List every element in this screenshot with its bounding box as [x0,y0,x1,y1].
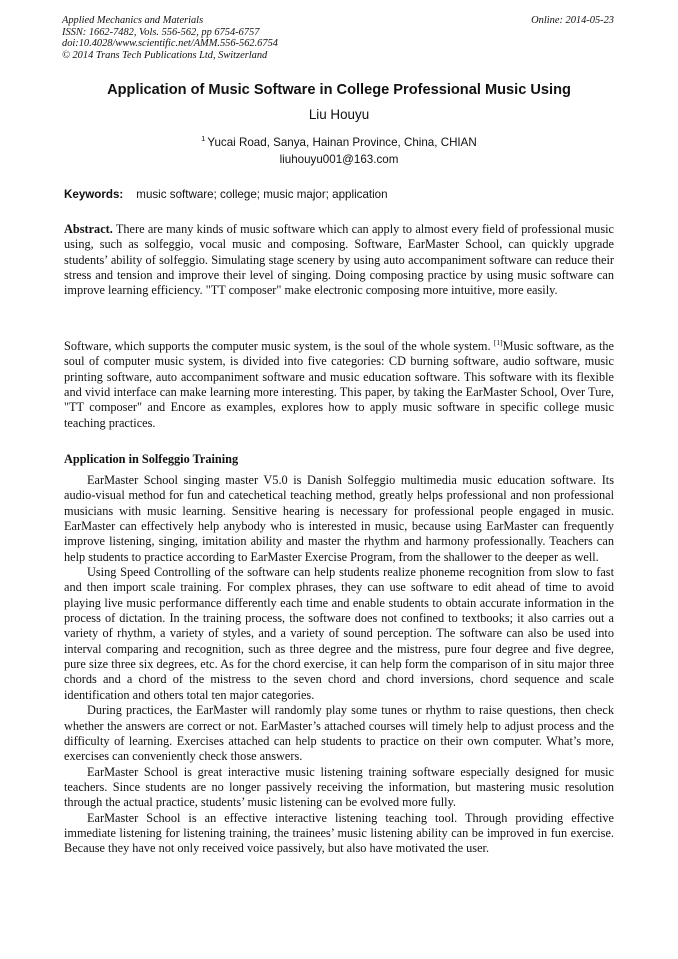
online-date: Online: 2014-05-23 [531,15,614,26]
author-email: liuhouyu001@163.com [279,153,399,166]
paper-title: Application of Music Software in College Professional Music Using [107,82,571,98]
doi-line: doi:10.4028/www.scientific.net/AMM.556-562.6754 [62,38,278,50]
copyright-line: © 2014 Trans Tech Publications Ltd, Switzerland [62,49,268,61]
abstract-label: Abstract. [64,222,113,236]
introduction [64,335,614,431]
journal-name: Applied Mechanics and Materials [62,15,204,26]
affiliation-mark: 1 [201,134,206,143]
journal-header [62,15,278,61]
keywords-label: Keywords: [64,188,124,201]
paragraph: During practices, the EarMaster will randomly play some tunes or rhythm to raise questions, then check whether the answers are correct or not. EarMaster’s attached courses will timely help to adjust process and the difficulty of learning. Exercises attached can help students to practice on their own computer. What’s more, exercises can conveniently check those answers. [64,703,614,764]
intro-text-before: Software, which supports the computer music system, is the soul of the whole system. [64,339,491,353]
affiliation-text: Yucai Road, Sanya, Hainan Province, China, CHIAN [207,136,477,149]
paragraph: EarMaster School singing master V5.0 is Danish Solfeggio multimedia music education software. Its audio-visual method for fun and catechetical teaching method, greatly helps professional and non professional musicians with music learning. Sensitive hearing is necessary for professional people engaged in music. EarMaster can effectively help anybody who is interested in music, because using EarMaster can frequently improve listening, singing, imitation ability and master the rhythm and harmony professionally. Teachers can help students to practice according to EarMaster Exercise Program, from the shallower to the deeper as well. [64,473,614,564]
keywords [64,187,388,202]
paragraph: EarMaster School is great interactive music listening training software especially designed for music teachers. Since students are no longer passively receiving the information, but mastering music resolution through the actual practice, students’ music listening can be evolved more fully. [64,764,614,810]
abstract [64,222,614,299]
abstract-text: There are many kinds of music software which can apply to almost every field of professional music using, such as solfeggio, vocal music and composing. Software, EarMaster School, can quickly upgrade students’ ability of solfeggio. Simulating stage scenery by using auto accompaniment software can reduce their stress and tension and improve their level of singing. Doing composing practice by using music software can improve learning efficiency. "TT composer" make electronic composing more intuitive, more easily. [64,222,614,298]
affiliation [40,131,638,150]
author-name: Liu Houyu [308,107,370,122]
citation: [1] [493,338,503,347]
section-body [64,473,614,857]
section-heading: Application in Solfeggio Training [64,452,239,466]
intro-text-after: Music software, as the soul of computer music system, is divided into five categories: CD burning software, audio software, music printing software, auto accompaniment software and music education software. This software with its flexible and vivid interface can make learning more interesting. This paper, by taking the EarMaster School, Over Ture, "TT composer" and Encore as examples, explores how to apply music software in specific college music teaching practices. [64,339,614,430]
paragraph: EarMaster School is an effective interactive listening teaching tool. Through providing effective immediate listening for listening training, the trainees’ music listening ability can be improved in fun exercise. Because they have not only received voice passively, but also have motivated the user. [64,810,614,856]
issn-line: ISSN: 1662-7482, Vols. 556-562, pp 6754-6757 [62,26,260,38]
paragraph: Using Speed Controlling of the software can help students realize phoneme recognition from slow to fast and then import scale training. For complex phrases, they can use software to edit ahead of time to avoid playing live music performance differently each time and enable students to obtain accurate information in the process of dictation. In the training process, the software does not confined to textbooks; it also carries out a variety of rhythm, a variety of styles, and a variety of sound perception. The software can also be used into interval comparing and recognition, such as three degree and the mistress, pure four degree and five degree, pure size three six degrees, etc. As for the chord exercise, it can help form the comparison of in situ major three chords and a chord of the mistress to the seven chord and chord inversions, chord sequence and scale identification and others total ten major categories. [64,565,614,702]
keywords-text: music software; college; music major; application [136,188,388,201]
